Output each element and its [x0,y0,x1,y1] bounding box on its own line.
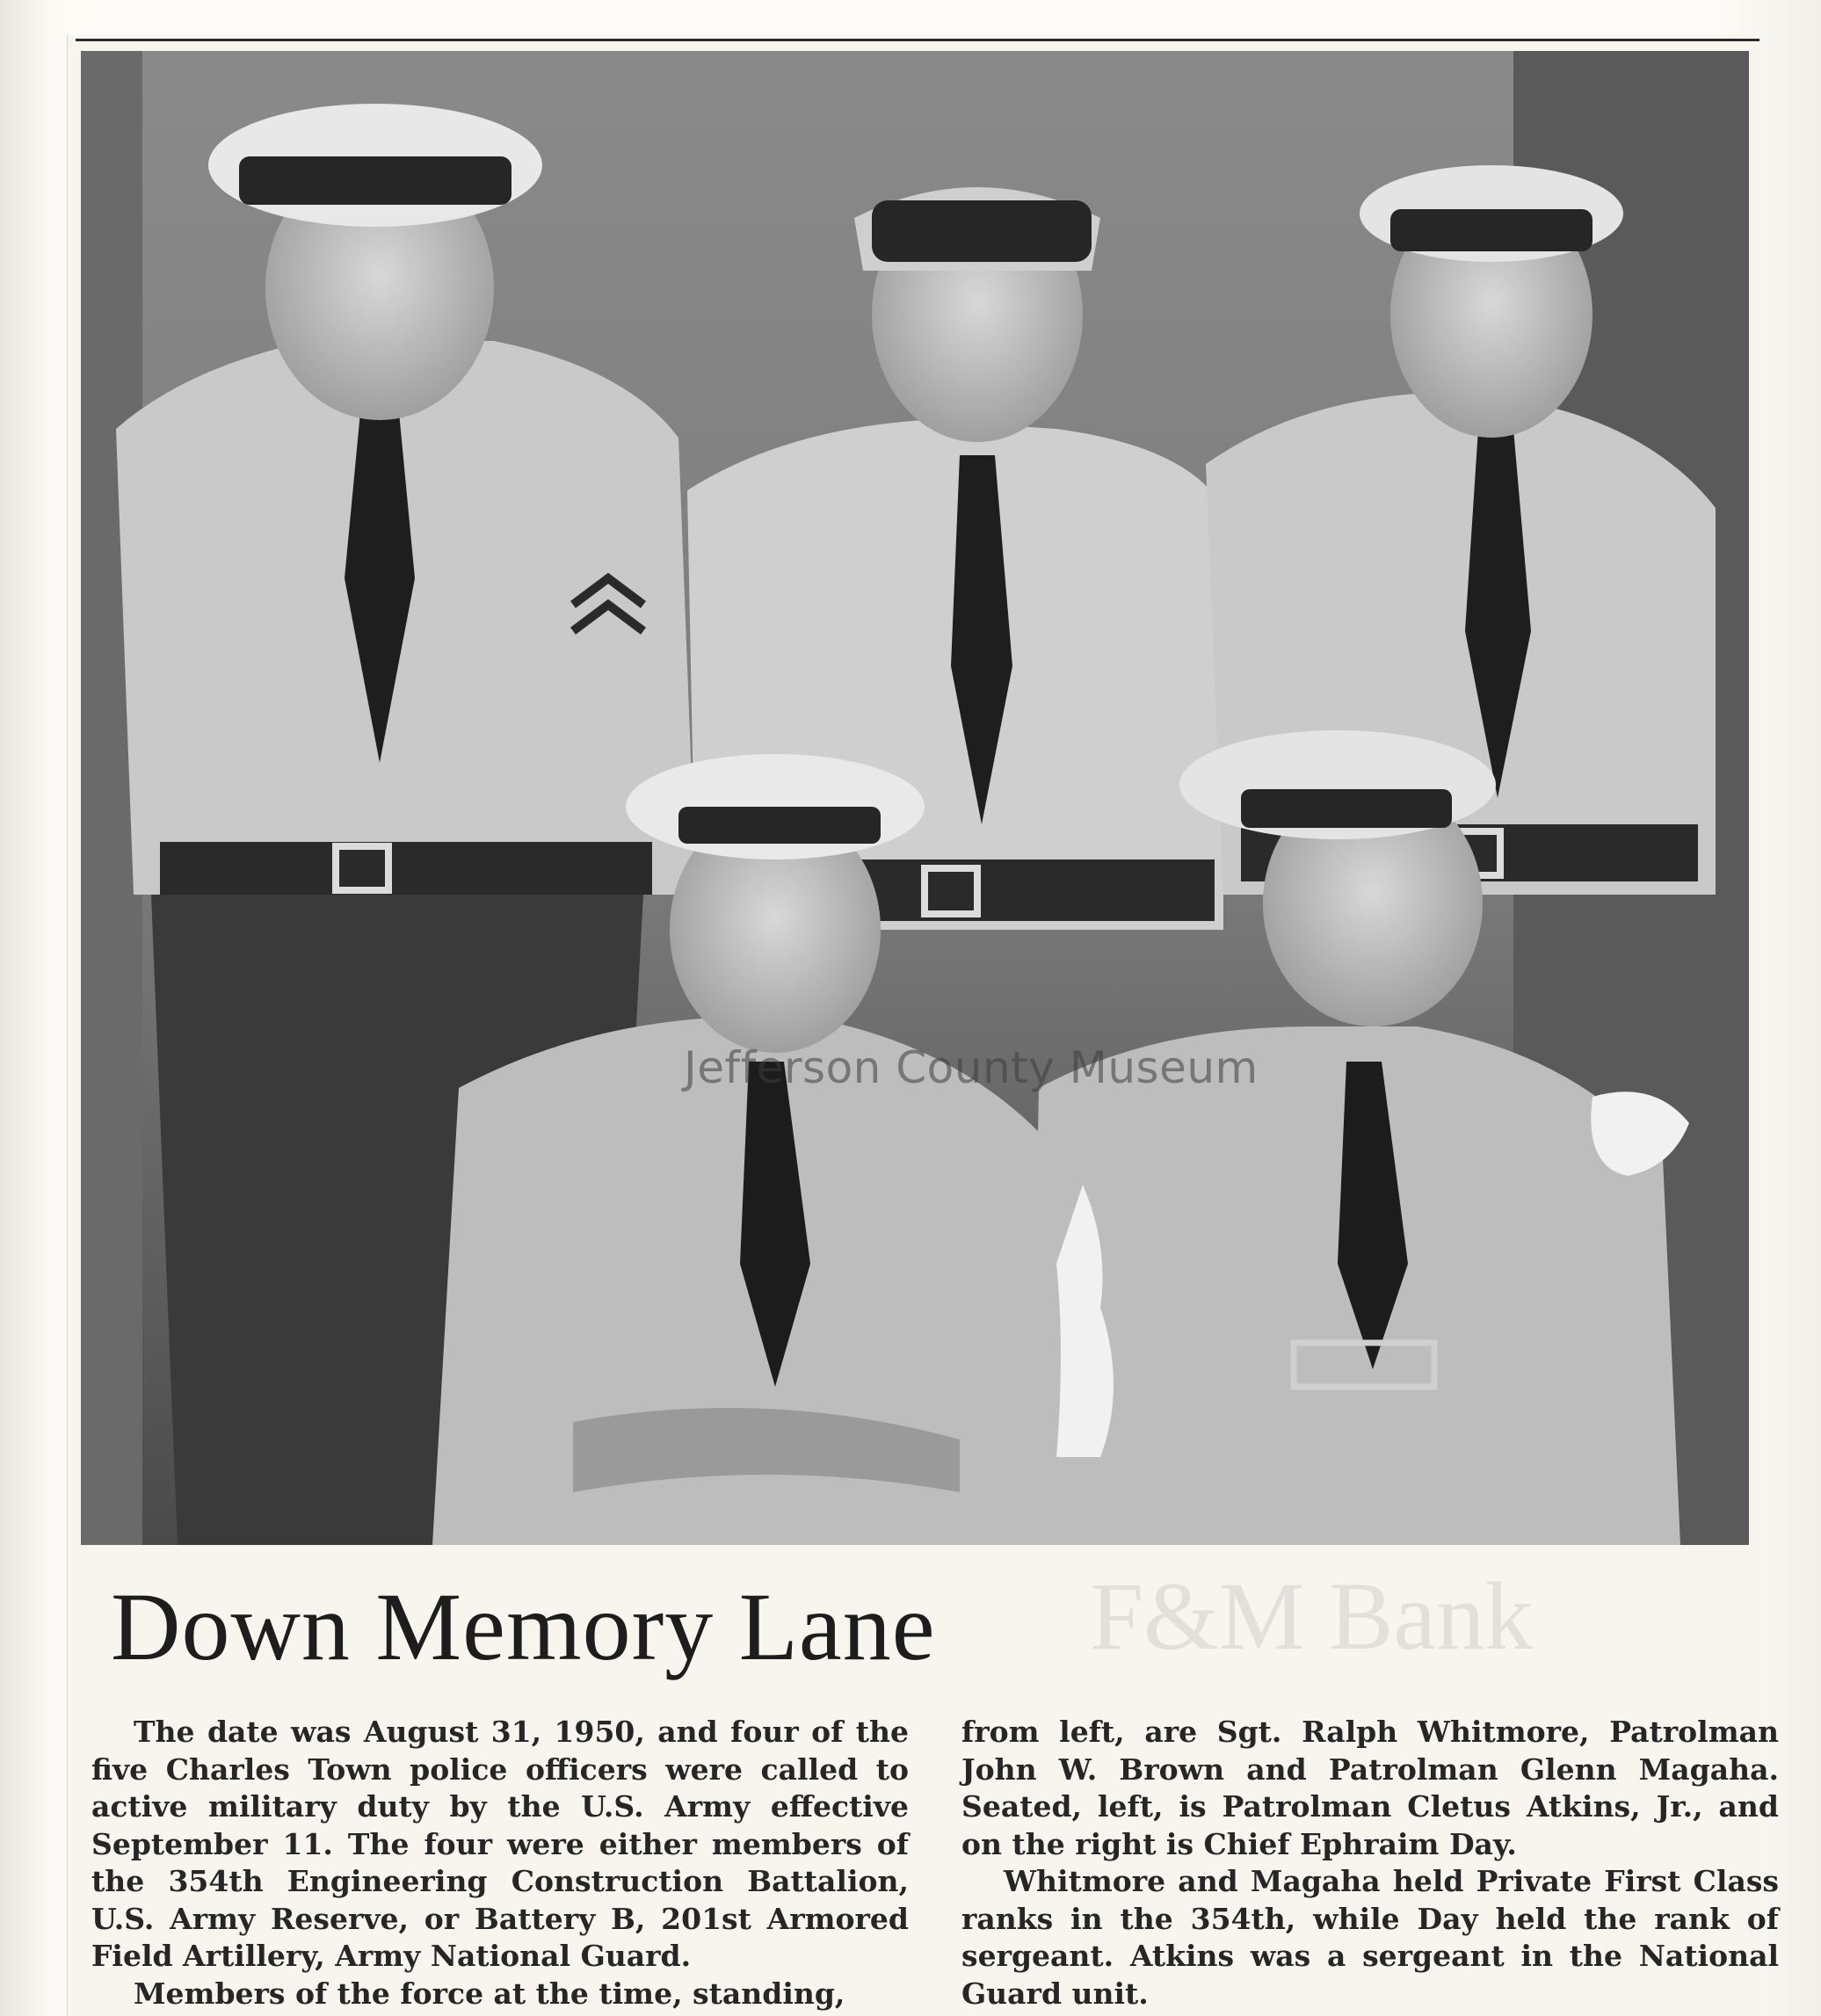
officers-photo-illustration [81,51,1749,1545]
article-column-right [961,1714,1779,2012]
article-column-left [91,1714,909,2012]
archival-photo [81,51,1749,1545]
paragraph-members-start: Members of the force at the time, standing, [134,1976,845,2011]
article-headline: Down Memory Lane [111,1573,936,1680]
top-rule [76,39,1759,41]
bleed-through-text: F&M Bank [1090,1563,1534,1670]
paragraph-members-continued: from left, are Sgt. Ralph Whitmore, Patrolman John W. Brown and Patrolman Glenn Magaha. Seated, left, is Patrolman Cletus Atkins, Jr., and on the right is Chief Ephraim Day. [961,1715,1779,1861]
article-body [91,1714,1779,2011]
watermark-text: Jefferson County Museum [684,1042,1259,1093]
paragraph-ranks: Whitmore and Magaha held Private First Class ranks in the 354th, while Day held the rank of sergeant. Atkins was a sergeant in the National Guard unit. [961,1864,1779,2011]
paragraph-date: The date was August 31, 1950, and four of the five Charles Town police officers were called to active military duty by the U.S. Army effective September 11. The four were either members of the 354th Engineering Construction Battalion, U.S. Army Reserve, or Battery B, 201st Armored Field Artillery, Army National Guard. [91,1715,909,1973]
